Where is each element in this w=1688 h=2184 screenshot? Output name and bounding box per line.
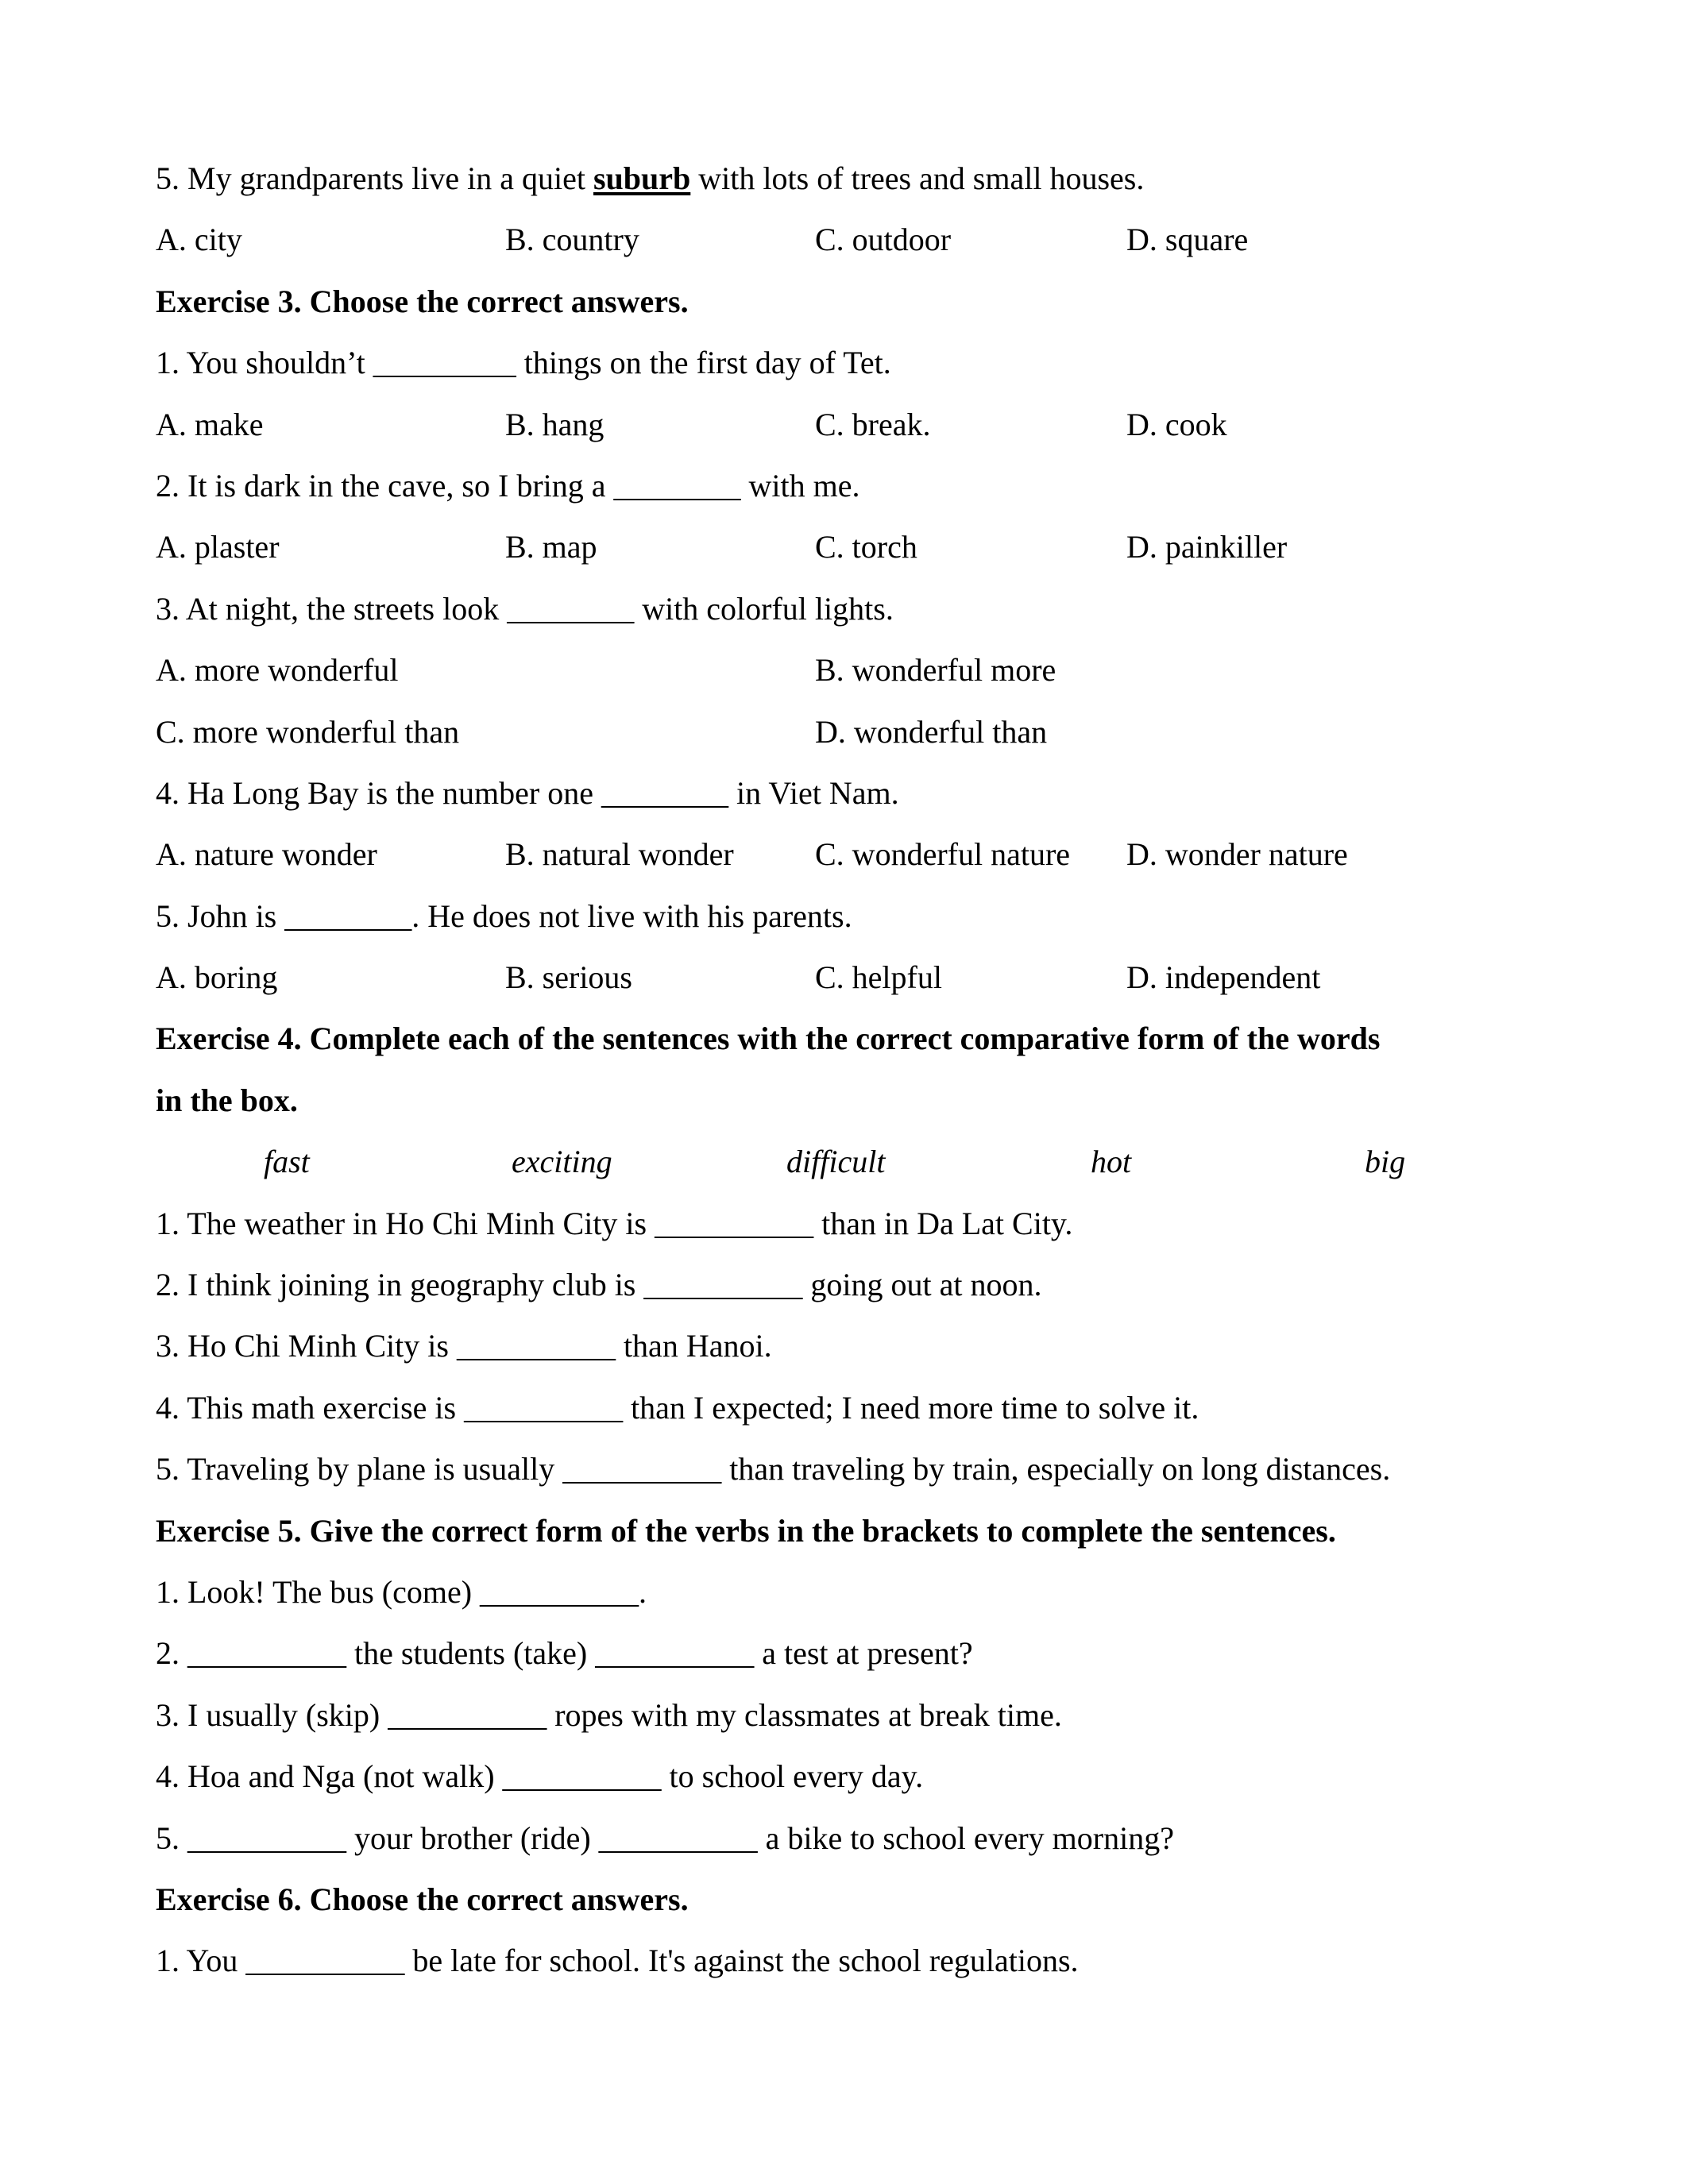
ex4-sentence-5: 5. Traveling by plane is usually __________ than traveling by train, especially on long distances. (156, 1451, 1391, 1488)
ex4-sentence-4: 4. This math exercise is __________ than I expected; I need more time to solve it. (156, 1389, 1199, 1426)
ex5-sentence-3: 3. I usually (skip) __________ ropes with my classmates at break time. (156, 1696, 1062, 1733)
option-b: B. map (505, 529, 597, 565)
option-a: A. more wonderful (156, 652, 399, 689)
ex3-question-2: 2. It is dark in the cave, so I bring a ________ with me. (156, 467, 860, 504)
ex3-q3-options-row-1 (156, 639, 1554, 700)
option-d: D. square (1126, 222, 1249, 258)
option-c: C. torch (815, 529, 917, 565)
question-text: with lots of trees and small houses. (690, 160, 1145, 196)
word-box (156, 1131, 1554, 1192)
option-d: D. painkiller (1126, 529, 1288, 565)
ex2-question-5 (156, 148, 1554, 209)
ex4-sentence-2: 2. I think joining in geography club is __________ going out at noon. (156, 1267, 1042, 1303)
option-d: D. independent (1126, 959, 1321, 996)
word-box-item: hot (1091, 1144, 1132, 1180)
ex3-question-1: 1. You shouldn’t _________ things on the first day of Tet. (156, 345, 891, 381)
ex5-sentence-4: 4. Hoa and Nga (not walk) __________ to school every day. (156, 1758, 924, 1795)
exercise-4-heading-line-1: Exercise 4. Complete each of the sentences with the correct comparative form of the words (156, 1021, 1381, 1057)
option-c: C. more wonderful than (156, 713, 460, 750)
option-a: A. boring (156, 959, 278, 996)
option-b: B. wonderful more (815, 652, 1056, 689)
question-text: 5. My grandparents live in a quiet (156, 160, 593, 196)
option-b: B. serious (505, 959, 632, 996)
option-a: A. make (156, 406, 264, 442)
option-b: B. country (505, 222, 639, 258)
word-box-item: big (1365, 1144, 1406, 1180)
ex5-sentence-1: 1. Look! The bus (come) __________. (156, 1573, 647, 1610)
option-c: C. helpful (815, 959, 942, 996)
exercise-6-heading: Exercise 6. Choose the correct answers. (156, 1881, 689, 1917)
ex3-question-3: 3. At night, the streets look ________ with colorful lights. (156, 590, 894, 627)
ex3-q4-options (156, 824, 1554, 885)
ex3-q1-options (156, 394, 1554, 455)
word-box-item: fast (264, 1144, 310, 1180)
ex3-question-4: 4. Ha Long Bay is the number one ________ in Viet Nam. (156, 774, 899, 811)
option-c: C. outdoor (815, 222, 952, 258)
option-a: A. plaster (156, 529, 280, 565)
option-b: B. hang (505, 406, 605, 442)
exercise-3-heading: Exercise 3. Choose the correct answers. (156, 283, 689, 319)
option-b: B. natural wonder (505, 836, 734, 873)
exercise-4-heading-line-2: in the box. (156, 1082, 298, 1118)
ex4-sentence-3: 3. Ho Chi Minh City is __________ than Hanoi. (156, 1328, 772, 1364)
word-box-item: exciting (512, 1144, 612, 1180)
option-c: C. wonderful nature (815, 836, 1071, 873)
ex3-q5-options (156, 947, 1554, 1008)
keyword-suburb: suburb (593, 160, 691, 196)
ex3-q2-options (156, 516, 1554, 577)
option-c: C. break. (815, 406, 931, 442)
option-a: A. nature wonder (156, 836, 377, 873)
option-d: D. wonderful than (815, 713, 1048, 750)
ex5-sentence-2: 2. __________ the students (take) __________ a test at present? (156, 1635, 973, 1672)
ex3-question-5: 5. John is ________. He does not live with his parents. (156, 897, 852, 934)
ex2-q5-options (156, 209, 1554, 270)
ex6-question-1: 1. You __________ be late for school. It's against the school regulations. (156, 1943, 1079, 1979)
option-d: D. cook (1126, 406, 1227, 442)
option-a: A. city (156, 222, 242, 258)
word-box-item: difficult (786, 1144, 886, 1180)
ex3-q3-options-row-2 (156, 701, 1554, 762)
worksheet-page (156, 148, 1554, 1992)
ex5-sentence-5: 5. __________ your brother (ride) __________ a bike to school every morning? (156, 1819, 1174, 1856)
exercise-5-heading: Exercise 5. Give the correct form of the verbs in the brackets to complete the sentences. (156, 1512, 1336, 1549)
ex4-sentence-1: 1. The weather in Ho Chi Minh City is __________ than in Da Lat City. (156, 1205, 1073, 1241)
option-d: D. wonder nature (1126, 836, 1348, 873)
